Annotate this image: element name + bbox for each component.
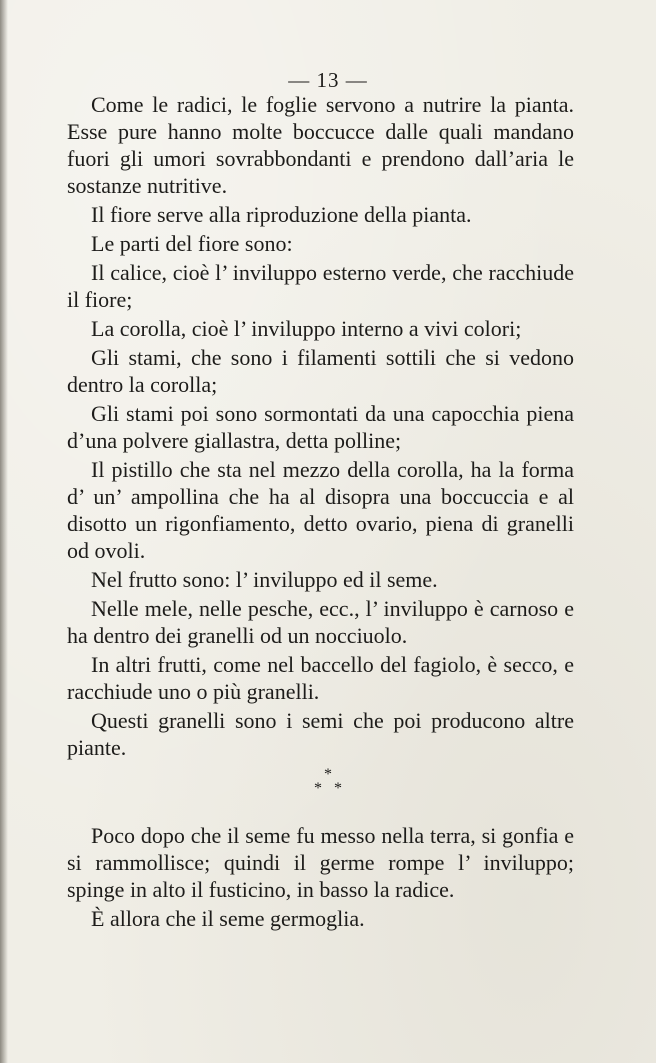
paragraph: Nelle mele, nelle pesche, ecc., l’ inviluppo è carnoso e ha dentro dei granelli od un nocciuolo.: [67, 596, 574, 648]
paragraph: Il fiore serve alla riproduzione della pianta.: [91, 202, 472, 227]
paragraph: In altri frutti, come nel baccello del fagiolo, è secco, e racchiude uno o più granelli.: [67, 652, 574, 704]
paragraph: Il pistillo che sta nel mezzo della corolla, ha la forma d’ un’ ampollina che ha al disopra una boccuccia e al disotto un rigonfiamento, detto ovario, piena di granelli od ovoli.: [67, 457, 574, 563]
germination-text-section: [67, 822, 574, 932]
paragraph: Nel frutto sono: l’ inviluppo ed il seme.: [91, 567, 438, 592]
paragraph: Poco dopo che il seme fu messo nella terra, si gonfia e si rammollisce; quindi il germe rompe l’ inviluppo; spinge in alto il fusticino, in basso la radice.: [67, 823, 574, 902]
paragraph: Le parti del fiore sono:: [91, 231, 293, 256]
main-text-section: [67, 91, 574, 761]
paragraph: Il calice, cioè l’ inviluppo esterno verde, che racchiude il fiore;: [67, 260, 574, 312]
page-binding-shadow: [0, 0, 8, 1063]
asterism-top: *: [324, 766, 332, 783]
paragraph: Gli stami, che sono i filamenti sottili che si vedono dentro la corolla;: [67, 345, 574, 397]
paragraph: Questi granelli sono i semi che poi producono altre piante.: [67, 708, 574, 760]
page-number: — 13 —: [288, 68, 368, 92]
paragraph: La corolla, cioè l’ inviluppo interno a vivi colori;: [91, 316, 522, 341]
section-divider-asterism: [0, 768, 656, 796]
paragraph: Come le radici, le foglie servono a nutrire la pianta. Esse pure hanno molte boccucce dalle quali mandano fuori gli umori sovrabbondanti e prendono dall’aria le sostanze nutritive.: [67, 92, 574, 198]
asterism-bottom: * *: [314, 780, 342, 797]
paragraph: Gli stami poi sono sormontati da una capocchia piena d’una polvere giallastra, detta polline;: [67, 401, 574, 453]
paragraph: È allora che il seme germoglia.: [91, 906, 365, 931]
